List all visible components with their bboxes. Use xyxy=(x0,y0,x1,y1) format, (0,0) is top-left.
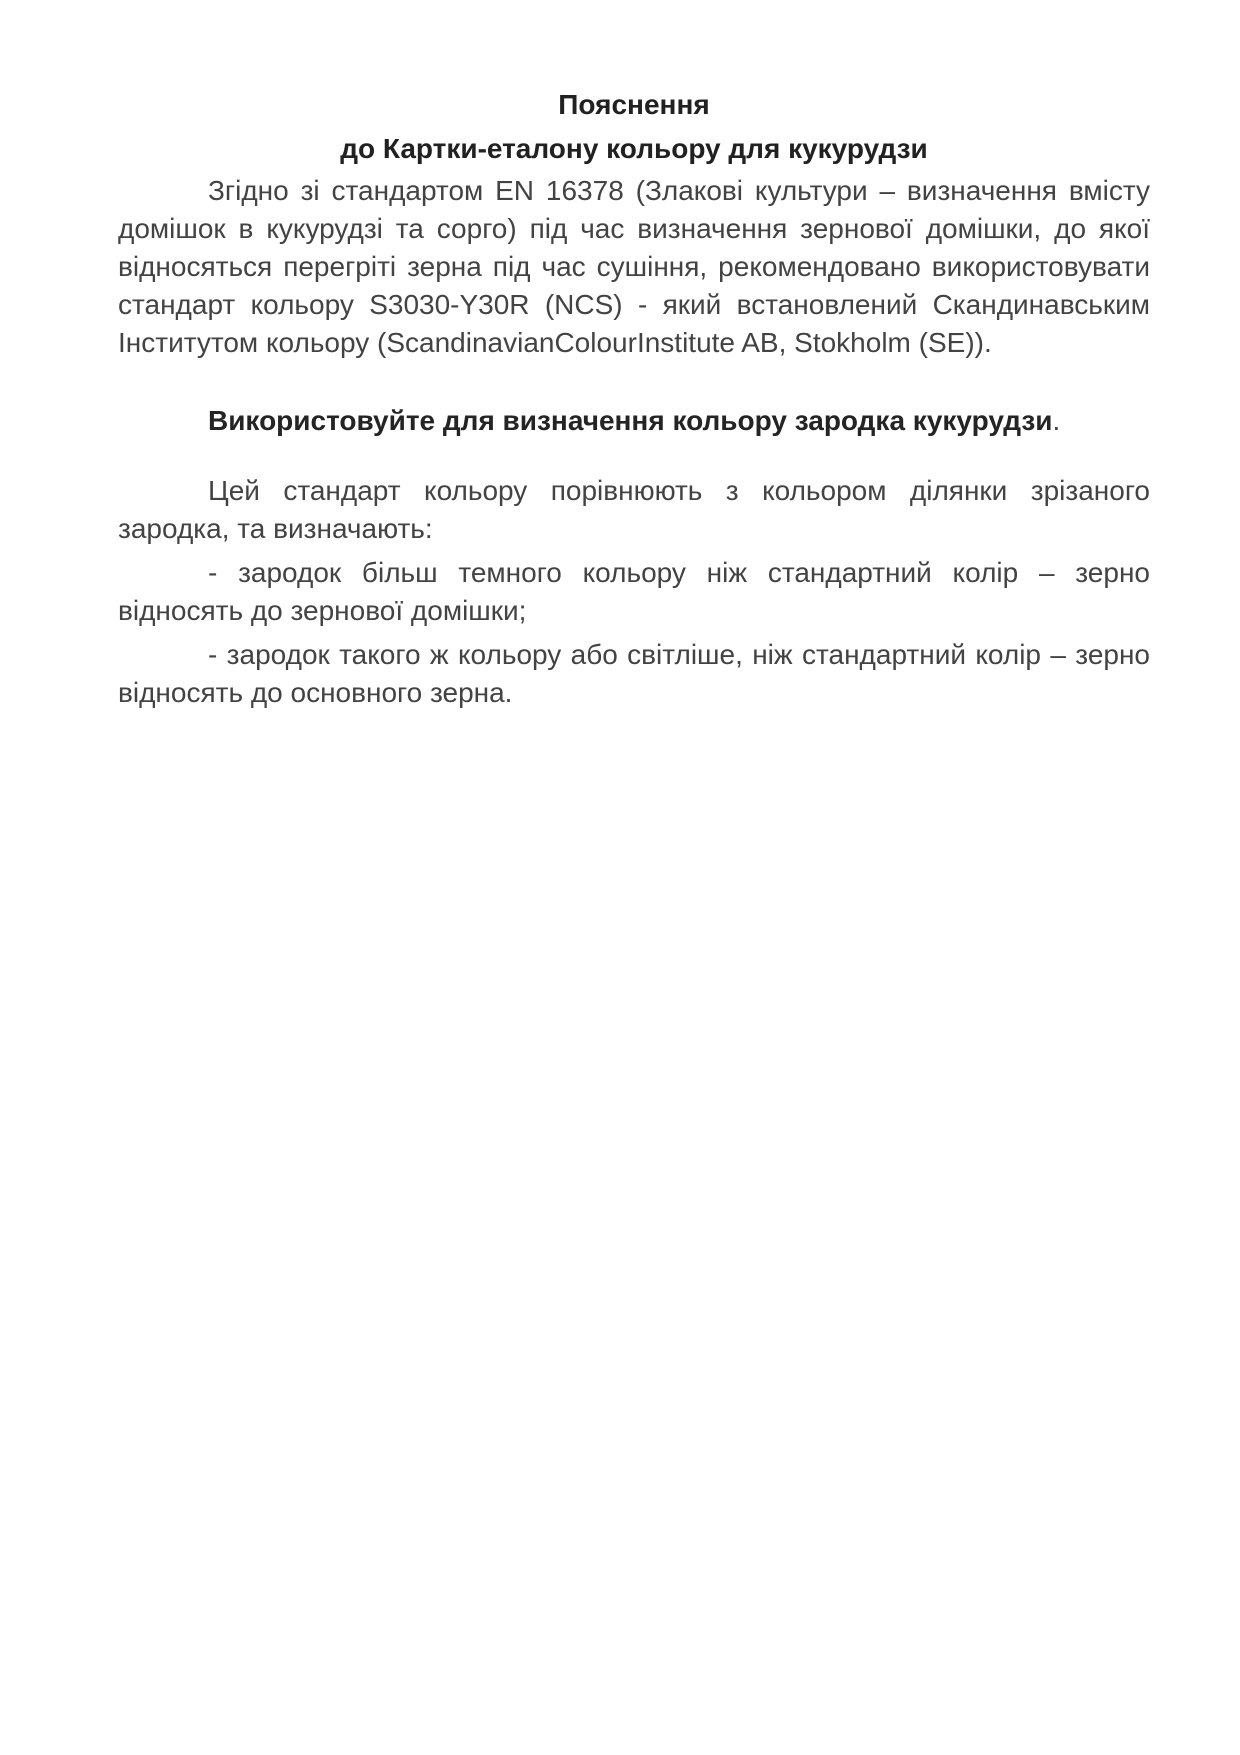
paragraph-standard-reference: Згідно зі стандартом EN 16378 (Злакові культури – визначення вмісту домішок в кукурудзі та сорго) під час визначення зернової домішки, до якої відносяться перегріті зерна під час сушіння, рекомендовано використовувати стандарт кольору S3030-Y30R (NCS) - який встановлений Скандинавським Інститутом кольору (ScandinavianColourInstitute AB, Stokholm (SE)). xyxy=(118,175,1150,358)
document-subtitle: до Картки-еталону кольору для кукурудзи xyxy=(340,133,928,164)
document-title: Пояснення xyxy=(558,89,710,120)
usage-instruction-bold-text: Використовуйте для визначення кольору зародка кукурудзи xyxy=(208,405,1053,436)
bullet-same-or-lighter-germ-rule: - зародок такого ж кольору або світліше, ніж стандартний колір – зерно відносять до основного зерна. xyxy=(118,639,1150,708)
usage-instruction-period: . xyxy=(1052,405,1061,436)
usage-instruction-line xyxy=(118,402,1150,440)
bullet-darker-germ-rule: - зародок більш темного кольору ніж стандартний колір – зерно відносять до зернової домішки; xyxy=(118,557,1150,626)
paragraph-comparison-rule: Цей стандарт кольору порівнюють з кольором ділянки зрізаного зародка, та визначають: xyxy=(118,475,1150,544)
